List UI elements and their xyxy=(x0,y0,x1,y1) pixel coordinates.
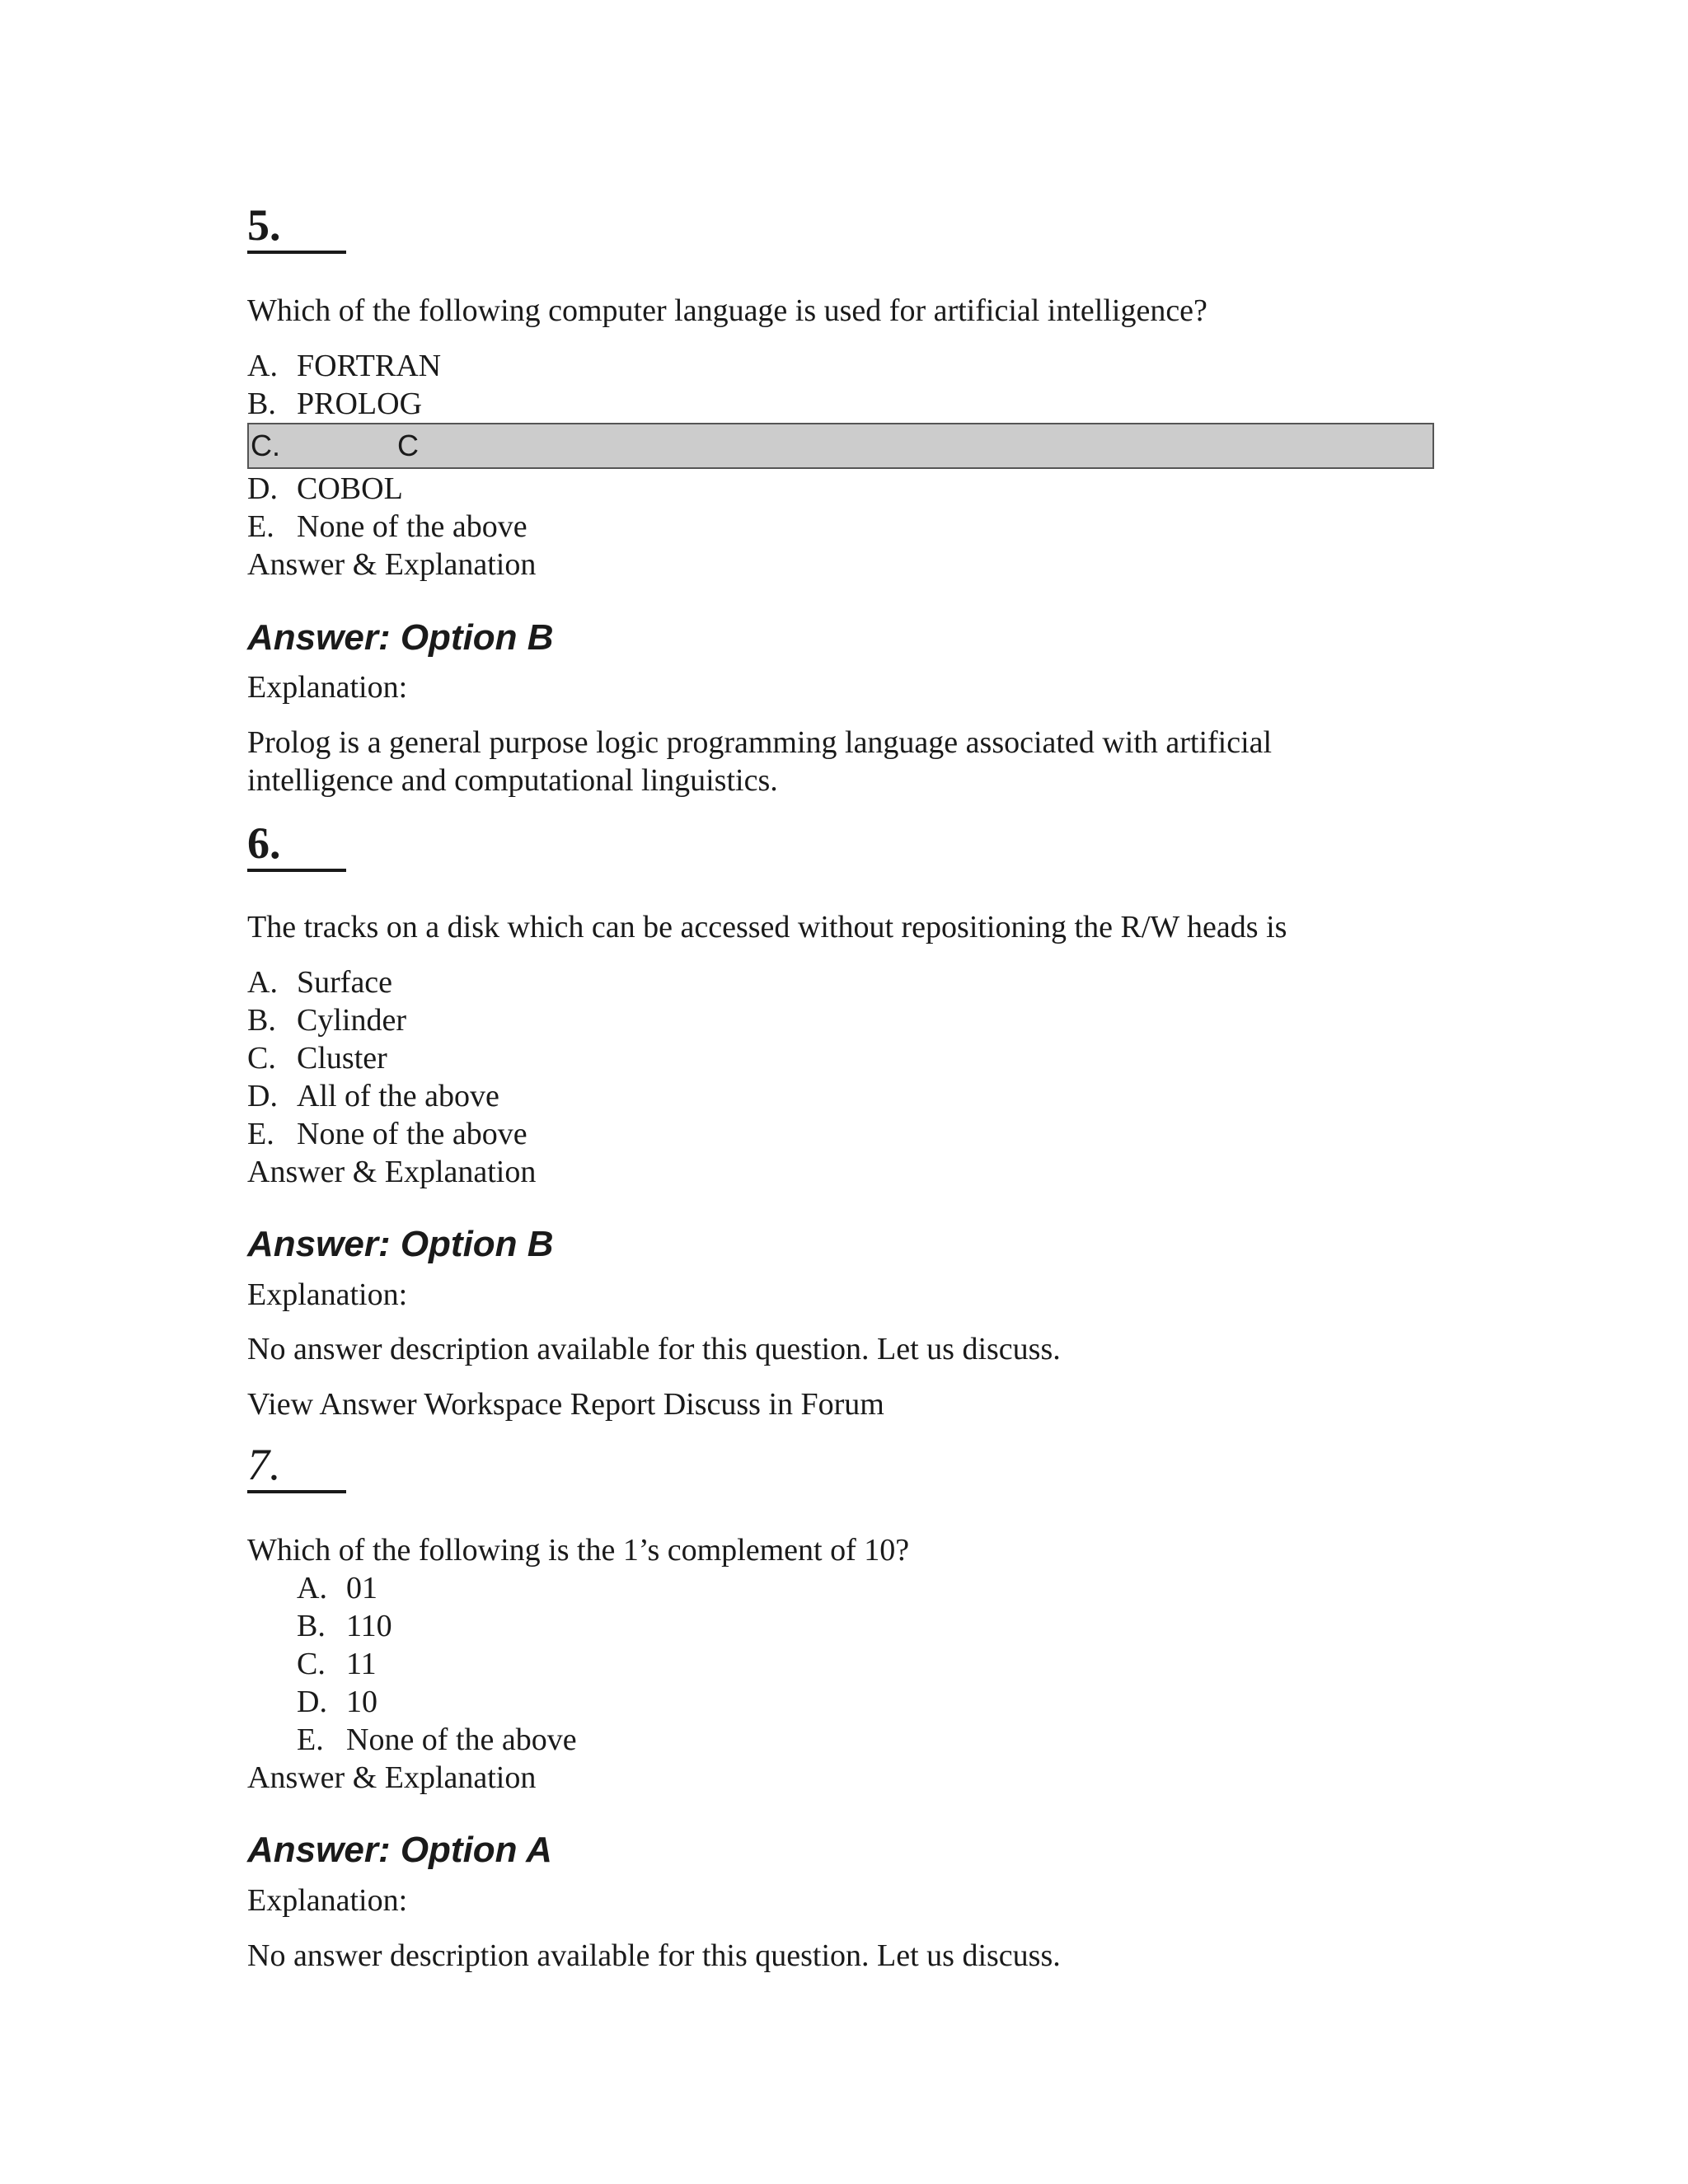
question-5-option-a[interactable] xyxy=(247,347,441,385)
option-label: None of the above xyxy=(297,509,528,544)
option-letter: A. xyxy=(297,1571,327,1605)
option-letter: D. xyxy=(247,471,278,506)
question-7-number: 7. xyxy=(247,1442,346,1493)
option-label: Cluster xyxy=(297,1041,387,1076)
option-letter: C. xyxy=(251,429,280,462)
question-7-answer: Answer: Option A xyxy=(247,1830,552,1870)
option-label: PROLOG xyxy=(297,387,423,421)
question-6-footer-links[interactable]: View Answer Workspace Report Discuss in Forum xyxy=(247,1387,884,1422)
option-letter: A. xyxy=(247,965,278,1000)
question-7-option-d[interactable] xyxy=(297,1683,377,1721)
option-letter: A. xyxy=(247,349,278,383)
option-letter: B. xyxy=(247,1003,276,1038)
option-label: None of the above xyxy=(346,1722,577,1757)
question-5-explanation-line-1: Prolog is a general purpose logic programming language associated with artificial xyxy=(247,725,1273,760)
question-5-answer: Answer: Option B xyxy=(247,617,554,658)
option-letter: D. xyxy=(297,1685,327,1719)
question-5-answer-link[interactable]: Answer & Explanation xyxy=(247,547,537,582)
option-label: 10 xyxy=(346,1685,377,1719)
option-label: Surface xyxy=(297,965,393,1000)
question-7-explanation-line-1: No answer description available for this question. Let us discuss. xyxy=(247,1938,1061,1973)
option-letter: D. xyxy=(247,1079,278,1113)
option-label: 110 xyxy=(346,1609,392,1643)
option-label: C xyxy=(397,429,419,462)
question-6-option-a[interactable] xyxy=(247,963,392,1001)
option-letter: C. xyxy=(247,1041,276,1076)
question-5-option-e[interactable] xyxy=(247,508,528,546)
question-6-option-e[interactable] xyxy=(247,1115,528,1153)
option-label: None of the above xyxy=(297,1117,528,1151)
option-letter: B. xyxy=(297,1609,326,1643)
option-letter: C. xyxy=(297,1647,326,1681)
question-5-option-d[interactable] xyxy=(247,470,403,508)
question-7-option-e[interactable] xyxy=(297,1721,577,1759)
question-7-option-c[interactable] xyxy=(297,1645,377,1683)
option-label: All of the above xyxy=(297,1079,499,1113)
question-6-number: 6. xyxy=(247,821,346,872)
question-5-explanation-line-2: intelligence and computational linguistics. xyxy=(247,763,778,798)
question-6-answer: Answer: Option B xyxy=(247,1224,554,1264)
question-6-explanation-label: Explanation: xyxy=(247,1277,408,1312)
option-letter: B. xyxy=(247,387,276,421)
option-label: COBOL xyxy=(297,471,403,506)
question-5-option-b[interactable] xyxy=(247,385,422,423)
question-7-text: Which of the following is the 1’s complement of 10? xyxy=(247,1533,910,1568)
option-label: Cylinder xyxy=(297,1003,406,1038)
question-7-option-a[interactable] xyxy=(297,1569,377,1607)
option-label: FORTRAN xyxy=(297,349,442,383)
question-6-option-b[interactable] xyxy=(247,1001,406,1039)
question-5-number: 5. xyxy=(247,203,346,254)
question-6-answer-link[interactable]: Answer & Explanation xyxy=(247,1155,537,1189)
question-5-text: Which of the following computer language is used for artificial intelligence? xyxy=(247,293,1207,328)
question-7-answer-link[interactable]: Answer & Explanation xyxy=(247,1760,537,1795)
option-letter: E. xyxy=(297,1722,324,1757)
question-6-explanation-line-1: No answer description available for this question. Let us discuss. xyxy=(247,1332,1061,1366)
option-letter: E. xyxy=(247,1117,274,1151)
option-label: 11 xyxy=(346,1647,377,1681)
question-7-option-b[interactable] xyxy=(297,1607,392,1645)
question-6-option-d[interactable] xyxy=(247,1077,499,1115)
question-5-explanation-label: Explanation: xyxy=(247,670,408,705)
option-letter: E. xyxy=(247,509,274,544)
question-6-text: The tracks on a disk which can be accessed without repositioning the R/W heads is xyxy=(247,910,1287,944)
question-5-option-c-highlighted[interactable] xyxy=(247,423,1434,469)
question-7-explanation-label: Explanation: xyxy=(247,1883,408,1918)
question-6-option-c[interactable] xyxy=(247,1039,387,1077)
option-label: 01 xyxy=(346,1571,377,1605)
